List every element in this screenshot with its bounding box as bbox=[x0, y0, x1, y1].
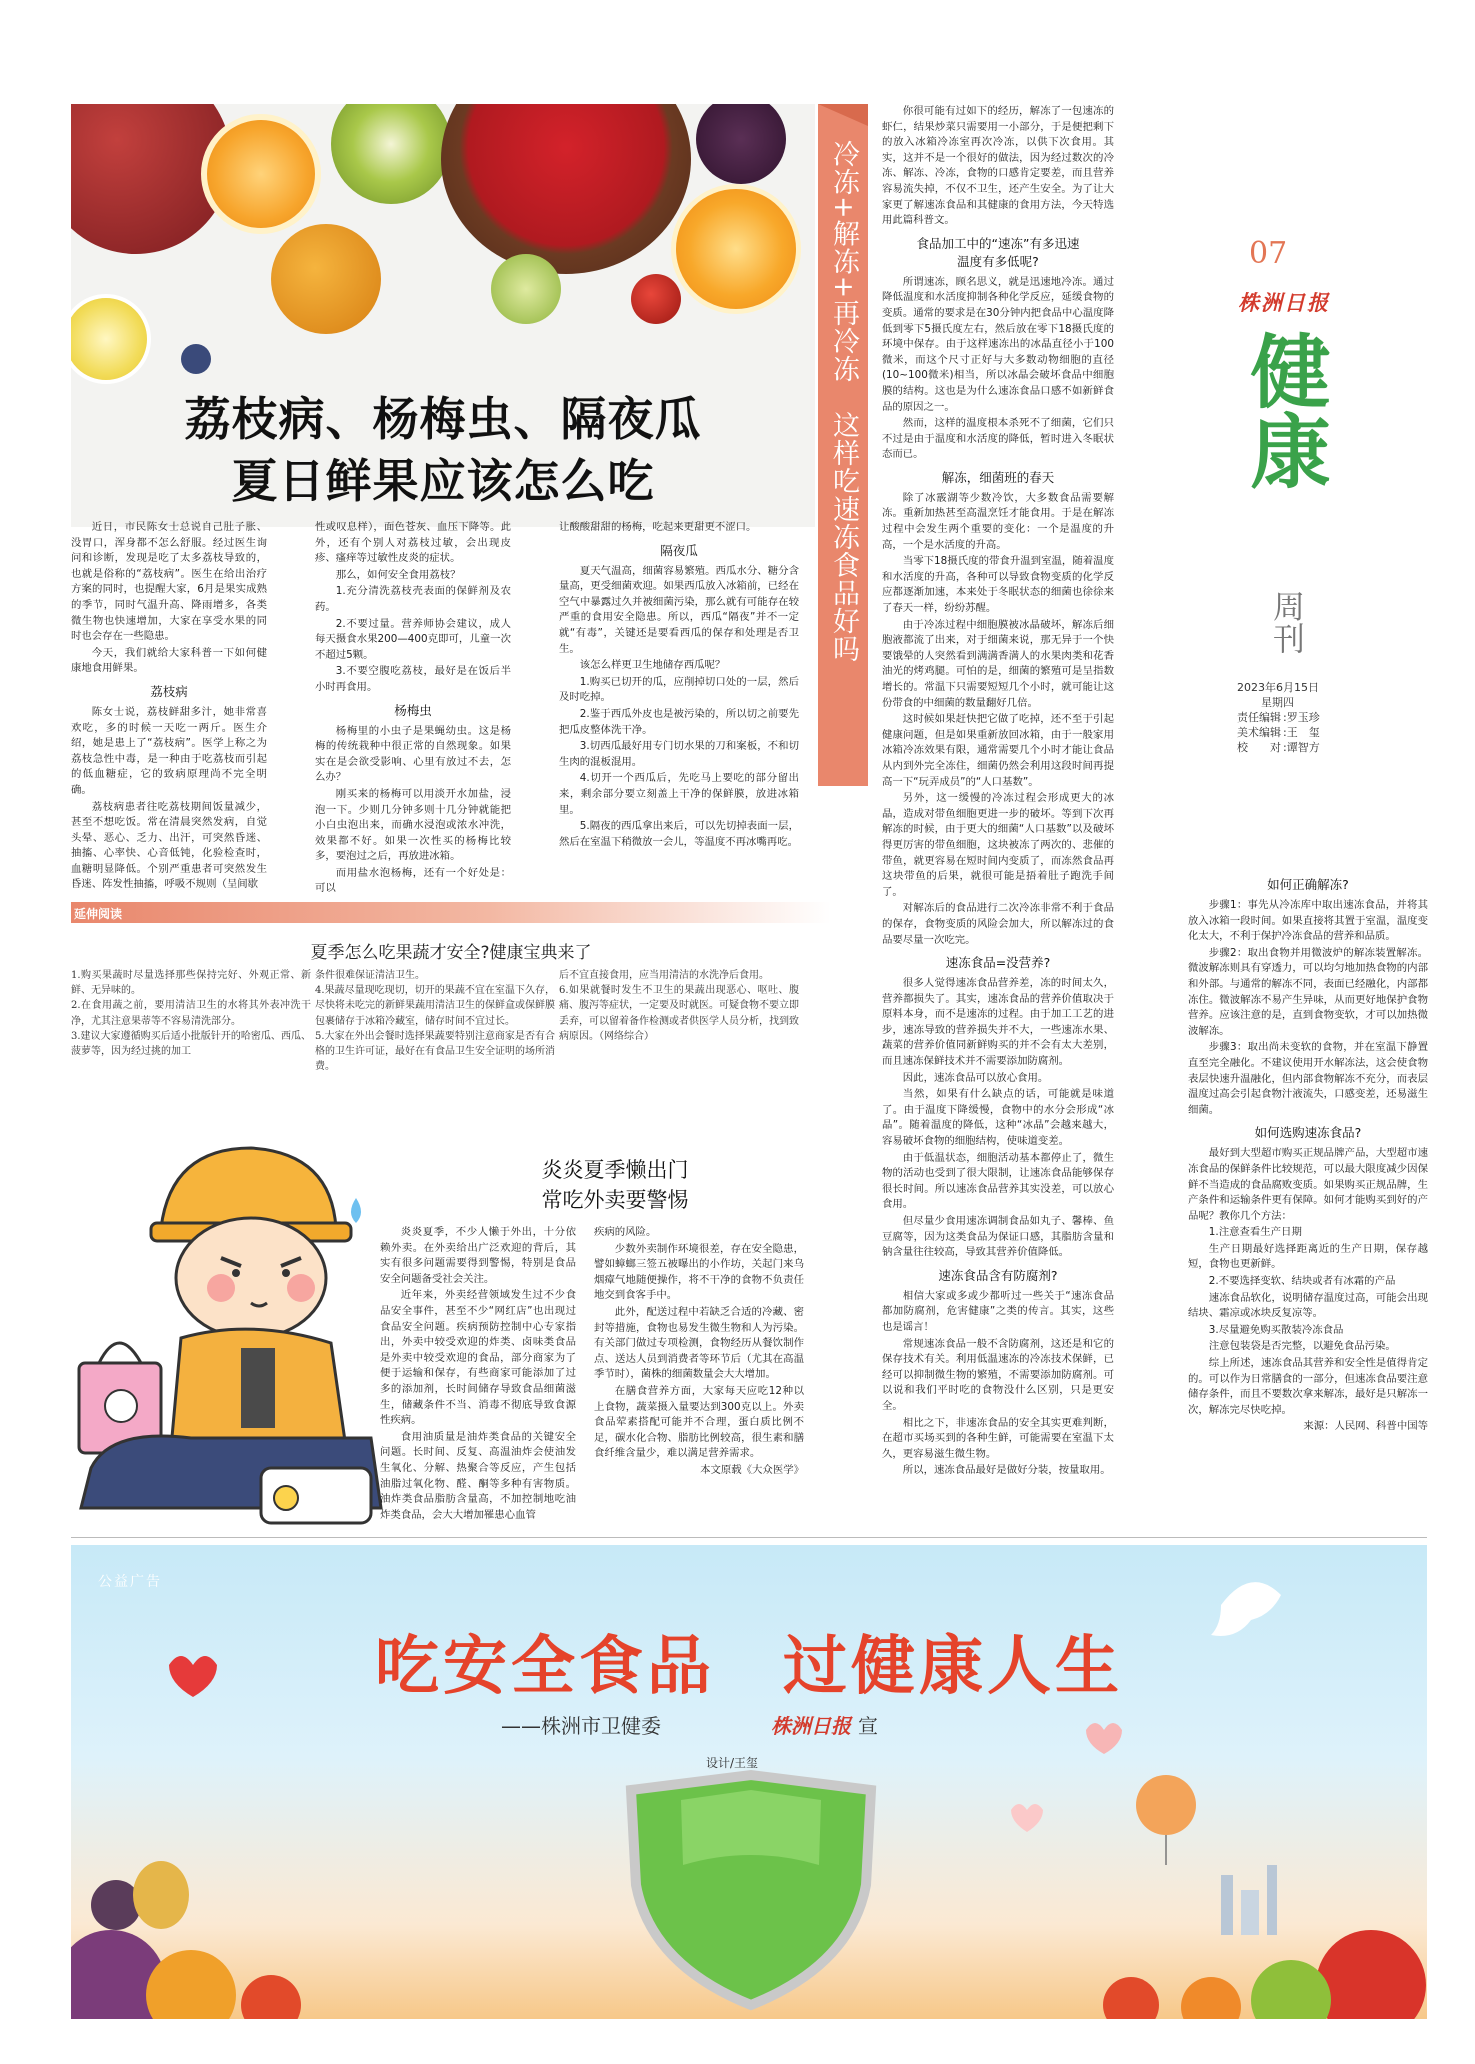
ad-paper-name: 株洲日报 bbox=[771, 1714, 851, 1738]
ad-tag: 公益广告 bbox=[98, 1574, 162, 1590]
article2-title-line2: 常吃外卖要警惕 bbox=[541, 1188, 689, 1212]
paragraph: 性或叹息样），面色苍灰、血压下降等。此外，还有个别人对荔枝过敏，会出现皮疹、瘙痒等过敏性皮炎的症状。 bbox=[315, 521, 511, 565]
paragraph: 刚买来的杨梅可以用淡开水加盐，浸泡一下。少则几分钟多则十几分钟就能把小白虫泡出来，而确水浸泡或浓水冲洗，效果都不好。如果一次性买的杨梅比较多，要泡过之后，再放进冰箱。 bbox=[315, 787, 511, 863]
paragraph: 3.不要空腹吃荔枝，最好是在饭后半小时再食用。 bbox=[315, 665, 511, 693]
heart-icon bbox=[1086, 1723, 1122, 1754]
article2-col2 bbox=[594, 1225, 804, 1533]
subheading-how-buy: 如何选购速冻食品? bbox=[1254, 1125, 1362, 1141]
article3-col1 bbox=[882, 104, 1114, 1534]
pepper-icon bbox=[1103, 1977, 1159, 2019]
mandarin-shape bbox=[271, 224, 381, 334]
paragraph: 1.购买已切开的瓜，应削掉切口处的一层，然后及时吃掉。 bbox=[559, 675, 799, 704]
headline-line2: 夏日鲜果应该怎么吃 bbox=[231, 454, 655, 508]
article2-col1 bbox=[380, 1225, 576, 1533]
masthead-meta bbox=[1237, 680, 1320, 755]
article1-col2 bbox=[315, 520, 511, 895]
weekly-label bbox=[1266, 590, 1308, 674]
section-title bbox=[1236, 330, 1332, 570]
shield-icon bbox=[631, 1775, 871, 2005]
paragraph: 少数外卖制作环境很差，存在安全隐患，譬如蟑螂三签五被曝出的小作坊，关起门来乌烟瘴气地随便操作，将不干净的食物不负责任地交到食客手中。 bbox=[594, 1242, 804, 1302]
blueberry-shape bbox=[181, 344, 211, 374]
issue-number: 07 bbox=[1249, 236, 1288, 271]
article2-title-line1: 炎炎夏季懒出门 bbox=[541, 1158, 689, 1182]
ad-slogan: 吃安全食品 过健康人生 bbox=[375, 1630, 1123, 1704]
paragraph: 1.充分清洗荔枝壳表面的保鲜剂及农药。 bbox=[315, 585, 511, 613]
paragraph: 当然，如果有什么缺点的话，可能就是味道了。由于温度下降缓慢，食物中的水分会形成“冰晶”。随着温度的降低，这种“冰晶”会越来越大，容易破坏食物的细胞结构，使味道变差。 bbox=[882, 1088, 1114, 1148]
paper-logo: 株洲日报 bbox=[1238, 290, 1330, 315]
pear-icon bbox=[133, 1861, 189, 1929]
paragraph: 生产日期最好选择距离近的生产日期，保存越短，食物也更新鲜。 bbox=[1188, 1242, 1428, 1271]
proof-name: 谭智方 bbox=[1286, 741, 1320, 754]
paragraph: 相信大家或多或少都听过一些关于“速冻食品都加防腐剂，危害健康”之类的传言。其实，这些也是谣言！ bbox=[882, 1289, 1114, 1333]
orange-shape bbox=[671, 184, 801, 314]
balloon-icon bbox=[1136, 1775, 1196, 1835]
paragraph: 杨梅里的小虫子是果蝇幼虫。这是杨梅的传统栽种中很正常的自然现象。如果实在是会欲受影响、心里有放过不去，怎么办？ bbox=[315, 724, 511, 784]
paragraph: 然而，这样的温度根本杀死不了细菌，它们只不过是由于温度和水活度的降低，暂时进入冬眠状态而已。 bbox=[882, 417, 1114, 461]
source-credit: 本文原载《大众医学》 bbox=[700, 1463, 804, 1476]
cabbage-icon bbox=[71, 1930, 166, 2019]
paragraph: 该怎么样更卫生地储存西瓜呢？ bbox=[579, 659, 726, 672]
paragraph: 2.鉴于西瓜外皮也是被污染的，所以切之前要先把瓜皮整体洗干净。 bbox=[559, 707, 799, 736]
paragraph: 很多人觉得速冻食品营养差，冻的时间太久，营养都损失了。其实，速冻食品的营养价值取决于原料本身，而不是速冻的过程。由于加工工艺的进步，速冻导致的营养损失并不大，一些速冻水果、蔬菜的营养价值同新鲜购买的并不会有太大差别，而且速冻保鲜技术并不需要添加防腐剂。 bbox=[882, 977, 1114, 1068]
paragraph: 步骤1：事先从冷冻库中取出速冻食品，并将其放入冰箱一段时间。如果直接将其置于室温，温度变化太大，不利于保护冷冻食品的营养和品质。 bbox=[1188, 899, 1428, 943]
paragraph: 但尽量少食用速冻调制食品如丸子、馨棒、鱼豆腐等，因为这类食品为保证口感，其脂肪含量和钠含量往往较高，导致其营养价值降低。 bbox=[882, 1215, 1114, 1259]
proof-line: 校 对 :谭智方 bbox=[1237, 741, 1320, 754]
headline-line1: 荔枝病、杨梅虫、隔夜瓜 bbox=[184, 392, 702, 446]
ext-col2: 条件很难保证清洁卫生。 4.果蔬尽量现吃现切，切开的果蔬不宜在室温下久存，尽快将未吃完的新鲜果蔬用清洁卫生的保鲜盒或保鲜膜包裹储存于冰箱冷藏室，储存时间不宜过长。 5.大家在外出会餐时选择果蔬要特别注意商家是否有合格的卫生许可证，最好在有食品卫生安全证明的场所消费。 bbox=[315, 970, 555, 1073]
proof-label: 校 对 bbox=[1237, 741, 1281, 754]
article2-title bbox=[450, 1155, 780, 1215]
lemon-shape bbox=[71, 294, 151, 384]
article1-col3 bbox=[559, 520, 799, 895]
paragraph: 夏天气温高，细菌容易繁殖。西瓜水分、糖分含量高，更受细菌欢迎。如果西瓜放入冰箱前，已经在空气中暴露过久并被细菌污染，那么就有可能存在较严重的食用安全隐患。所以，西瓜“隔夜”并不一定就“有毒”，关键还是要看西瓜的保存和处理是否卫生。 bbox=[559, 564, 799, 655]
paragraph: 由于低温状态，细胞活动基本都停止了，微生物的活动也受到了很大限制，让速冻食品能够保存很长时间。所以速冻食品营养其实没差，可以放心食用。 bbox=[882, 1151, 1114, 1211]
paragraph: 1.注意查看生产日期 bbox=[1208, 1226, 1302, 1239]
paragraph: 除了冰霰湖等少数冷饮，大多数食品需要解冻。重新加热甚至高温烹饪才能食用。于是在解冻过程中会发生两个重要的变化：一个是温度的升高，一个是水活度的升高。 bbox=[882, 491, 1114, 551]
article1-col1 bbox=[71, 520, 267, 895]
paragraph: 步骤2：取出食物并用微波炉的解冻装置解冻。微波解冻则具有穿透力，可以均匀地加热食物的内部和外部。与通常的解冻不同，表面已经融化，内部都冻住。微波解冻不易产生异味，从而更好地保护食物营养。应该注意的是，直到食物变软，才可以加热微波解冻。 bbox=[1188, 946, 1428, 1037]
paragraph: 最好到大型超市购买正规品牌产品，大型超市速冻食品的保鲜条件比较规范，可以最大限度减少因保鲜不当造成的食品腐败变质。如果购买正规品牌，生产条件和运输条件更有保障。如何才能购买到好的产品呢？教你几个方法： bbox=[1188, 1147, 1428, 1222]
eggplant-icon bbox=[91, 1880, 141, 1930]
paragraph: 荔枝病患者往吃荔枝期间饭量减少，甚至不想吃饭。常在清晨突然发病，自觉头晕、恶心、乏力、出汗，可突然昏迷、抽搐、心率快、心音低钝，化验检查时，血糖明显降低。个别严重患者可突然发生昏迷、阵发性抽搐，呼吸不规则（呈间歇 bbox=[71, 800, 267, 891]
ad-paper-logo bbox=[771, 1710, 878, 1739]
orange-icon bbox=[1181, 1977, 1241, 2019]
paragraph: 步骤3：取出尚未变软的食物，并在室温下静置直至完全融化。不建议使用开水解冻法，这会使食物表层快速升温融化，但内部食物解冻不充分，而表层温度过高会引起食物汁液流失，口感变差，还易滋生细菌。 bbox=[1188, 1041, 1428, 1116]
issue-weekday: 星期四 bbox=[1261, 696, 1294, 709]
grapes-shape bbox=[696, 104, 786, 184]
headline bbox=[71, 388, 815, 512]
ext-reading-label: 延伸阅读 bbox=[74, 907, 123, 921]
subheading-melon: 隔夜瓜 bbox=[660, 542, 698, 558]
paragraph: 食用油质量是油炸类食品的关键安全问题。长时间、反复、高温油炸会使油发生氧化、分解、热聚合等反应，产生包括油脂过氧化物、醛、酮等多种有害物质。油炸类食品脂肪含量高，不加控制地吃油炸类食品，会大大增加罹患心血管 bbox=[380, 1430, 576, 1521]
paragraph: 近年来，外卖经营领域发生过不少食品安全事件，甚至不少“网红店”也出现过食品安全问题。疾病预防控制中心专家指出，外卖中较受欢迎的炸类、卤味类食品是外卖中较受欢迎的食品，部分商家为了便于运输和保存，有些商家可能添加了过多的添加剂，长时间储存导致食品细菌滋生，储藏条件不当、消毒不彻底导致食源性疾病。 bbox=[380, 1289, 576, 1427]
paragraph: 综上所述，速冻食品其营养和安全性是值得肯定的。可以作为日常膳食的一部分，但速冻食品要注意储存条件，而且不要数次拿来解冻，最好是只解冻一次，解冻完尽快吃掉。 bbox=[1188, 1357, 1428, 1416]
paragraph: 当零下18摄氏度的带食升温到室温，随着温度和水活度的升高，各种可以导致食物变质的化学反应都逐渐加速，本来处于冬眠状态的细菌也徐徐来了春天一样，纷纷苏醒。 bbox=[882, 555, 1114, 615]
subheading-preservative: 速冻食品含有防腐剂? bbox=[938, 1267, 1058, 1283]
paragraph: 相比之下，非速冻食品的安全其实更难判断，在超市买场买到的各种生鲜，可能需要在室温下太久，更容易滋生微生物。 bbox=[882, 1416, 1114, 1460]
lime-shape bbox=[491, 254, 561, 324]
orange-slice-shape bbox=[201, 114, 321, 234]
ext-reading-title: 夏季怎么吃果蔬才安全?健康宝典来了 bbox=[310, 943, 592, 963]
paragraph: 近日，市民陈女士总说自己肚子胀、没胃口，浑身都不怎么舒服。经过医生询问和诊断，发现是吃了太多荔枝导致的，也就是俗称的“荔枝病”。医生在给出治疗方案的同时，也提醒大家，6月是果实成熟的季节，同时气温升高、降雨增多，各类微生物也快速增加，大家在享受水果的同时也会存在一些隐患。 bbox=[71, 521, 267, 643]
editor-label: 责任编辑 bbox=[1237, 711, 1281, 724]
delivery-rider-illustration bbox=[71, 1108, 401, 1528]
subheading-quick-freeze: 食品加工中的“速冻”有多迅速 温度有多低呢? bbox=[916, 235, 1080, 269]
editor-name: 罗玉珍 bbox=[1286, 711, 1320, 724]
paragraph: 炎炎夏季，不少人懒于外出，十分依赖外卖。在外卖给出广泛欢迎的背后，其实有很多问题需要得到警惕，特别是食品安全问题备受社会关注。 bbox=[380, 1226, 576, 1285]
paragraph: 速冻食品软化，说明储存温度过高，可能会出现结块、霜凉或冰块反复凉等。 bbox=[1188, 1291, 1428, 1320]
paragraph: 由于冷冻过程中细胞膜被冰晶破坏，解冻后细胞液都流了出来，对于细菌来说，那无异于一个快要饿晕的人突然看到满满香满人的水果肉类和花香油光的烤鸡腿。可怕的是，细菌的繁殖可是呈指数增长的。常温下只需要短短几个小时，就可能让这份带食的中细菌的数量翻好几倍。 bbox=[882, 618, 1114, 709]
art-name: 王 玺 bbox=[1286, 726, 1320, 739]
ext-col1: 1.购买果蔬时尽量选择那些保持完好、外观正常、新鲜、无异味的。 2.在食用蔬之前，要用清洁卫生的水将其外表冲洗干净，尤其注意果蒂等不容易清洗部分。 3.建议大家遵循购买后适小批版针开的哈密瓜、西瓜、菠萝等，因为经过挑的加工 bbox=[71, 970, 311, 1058]
broccoli-icon bbox=[1251, 1960, 1331, 2019]
side-banner-title: 冷冻+解冻+再冷冻 这样吃速冻食品好吗 bbox=[828, 140, 859, 664]
issue-date: 2023年6月15日 bbox=[1237, 681, 1319, 694]
section-divider bbox=[71, 1537, 1427, 1538]
paragraph: 所以，速冻食品最好是做好分装，按量取用。 bbox=[902, 1464, 1111, 1477]
side-banner-corner bbox=[818, 104, 868, 126]
subheading-nutrition: 速冻食品=没营养? bbox=[945, 955, 1051, 971]
ad-design-credit: 设计/王玺 bbox=[706, 1756, 759, 1770]
tomato-icon bbox=[241, 1975, 301, 2019]
paragraph: 让酸酸甜甜的杨梅，吃起来更甜更不涩口。 bbox=[559, 521, 757, 533]
art-label: 美术编辑 bbox=[1237, 726, 1281, 739]
paragraph: 在膳食营养方面，大家每天应吃12种以上食物，蔬菜摄入量要达到300克以上。外卖食品荤素搭配可能并不合理，蛋白质比例不足，碳水化合物、脂肪比例较高，很生素和膳食纤维含量少，难以满足营养需求。 bbox=[594, 1384, 804, 1460]
paragraph: 那么，如何安全食用荔枝？ bbox=[335, 568, 461, 581]
subheading-lychee: 荔枝病 bbox=[150, 683, 188, 699]
paragraph: 常规速冻食品一般不含防腐剂，这还是和它的保存技术有关。利用低温速冻的冷冻技术保鲜，已经可以抑制微生物的繁殖，不需要添加防腐剂。可以说和我们平时吃的食物没什么区别，只是更安全。 bbox=[882, 1337, 1114, 1412]
paragraph: 3.尽量避免购买散装冷冻食品 bbox=[1208, 1323, 1344, 1336]
paragraph: 对解冻后的食品进行二次冷冻非常不利于食品的保存，食物变质的风险会加大，所以解冻过的食品要尽量一次吃完。 bbox=[882, 902, 1114, 946]
cherry-shape bbox=[631, 274, 681, 324]
ad-paper-suffix: 宣 bbox=[857, 1714, 878, 1738]
paragraph: 2.不要选择变软、结块或者有冰霜的产品 bbox=[1208, 1275, 1396, 1288]
paragraph: 疾病的风险。 bbox=[594, 1226, 657, 1238]
ad-sponsor: ——株洲市卫健委 bbox=[501, 1714, 661, 1738]
source-credit: 来源：人民网、科普中国等 bbox=[1303, 1420, 1428, 1433]
paragraph: 因此，速冻食品可以放心食用。 bbox=[902, 1071, 1049, 1084]
tomato-icon bbox=[1316, 1930, 1426, 2019]
ext-col3: 后不宜直接食用，应当用清洁的水洗净后食用。 6.如果就餐时发生不卫生的果蔬出现恶心、呕吐、腹痛、腹泻等症状，一定要及时就医。可疑食物不要立即丢弃，可以留着备作检测或者供医学人员分析，找到致病原因。（网络综合） bbox=[559, 970, 799, 1042]
paragraph: 另外，这一缓慢的冷冻过程会形成更大的冰晶，造成对带鱼细胞更进一步的破坏。等到下次再解冻的时候，由于更大的细菌“人口基数”以及破坏得更厉害的带鱼细胞，这块被冻了两次的、悲催的带鱼，就更容易在短时间内变质了，而冻然食品再这块带鱼的后果，就很可能是捂着肚子跑洗手间了。 bbox=[882, 792, 1114, 898]
paragraph: 你很可能有过如下的经历，解冻了一包速冻的虾仁，结果炒菜只需要用一小部分，于是便把剩下的放入冰箱冷冻室再次冷冻，以供下次食用。其实，这并不是一个很好的做法，因为经过数次的冷冻、解冻、冷冻，食物的口感肯定要差，而且营养容易流失掉，不仅不卫生，还产生安全。为了让大家更了解速冻食品和其健康的食用方法，今天特选用此篇科普文。 bbox=[882, 105, 1114, 227]
editor-line: 责任编辑 :罗玉珍 bbox=[1237, 711, 1320, 724]
subheading-how-thaw: 如何正确解冻? bbox=[1267, 877, 1349, 892]
subheading-bayberry: 杨梅虫 bbox=[394, 702, 432, 718]
strawberry-bowl-shape bbox=[441, 104, 691, 274]
paragraph: 4.切开一个西瓜后，先吃马上要吃的部分留出来，剩余部分要立刻盖上干净的保鲜膜，放进冰箱里。 bbox=[559, 772, 799, 816]
paragraph: 陈女士说，荔枝鲜甜多汁，她非常喜欢吃，多的时候一天吃一两斤。医生介绍，她是患上了“荔枝病”。医学上称之为荔枝急性中毒，是一种由于吃荔枝而引起的低血糖症，它的致病原理尚不完全明确。 bbox=[71, 705, 267, 796]
paragraph: 这时候如果赶快把它做了吃掉，还不至于引起健康问题，但是如果重新放回冰箱，由于一般家用冰箱冷冻效果有限，通常需要几个小时才能让食品从内到外完全冻住，细菌仍然会利用这段时间再提高一下“玩弄成员”的“人口基数”。 bbox=[882, 713, 1114, 788]
paragraph: 所谓速冻，顾名思义，就是迅速地冷冻。通过降低温度和水活度抑制各种化学反应，延缓食物的变质。通常的要求是在30分钟内把食品中心温度降低到零下5摄氏度左右，然后放在零下18摄氏度的环境中保存。由于这样速冻出的冰晶直径小于100微米，而这个尺寸正好与大多数动物细胞的直径(10~100微米)相当，所以冰晶会破坏食品中细胞膜的结构。这也是为什么速冻食品口感不如新鲜食品的原因之一。 bbox=[882, 275, 1114, 413]
paragraph: 今天，我们就给大家科普一下如何健康地食用鲜果。 bbox=[71, 646, 267, 675]
public-service-ad bbox=[71, 1545, 1427, 2019]
weekly-text: 周刊 bbox=[1268, 590, 1306, 654]
paragraph: 5.隔夜的西瓜拿出来后，可以先切掉表面一层，然后在室温下稍微放一会儿，等温度不再冰嘴再吃。 bbox=[559, 820, 799, 848]
article3-col2 bbox=[1188, 870, 1428, 1535]
section-title-text: 健康 bbox=[1237, 330, 1331, 490]
kiwi-shape bbox=[331, 104, 451, 204]
paragraph: 2.不要过量。营养师协会建议，成人每天摄食水果200—400克即可，儿童一次不超过5颗。 bbox=[315, 617, 511, 661]
paragraph: 注意包装袋是否完整，以避免食品污染。 bbox=[1208, 1340, 1396, 1353]
subheading-thaw: 解冻，细菌班的春天 bbox=[941, 469, 1055, 485]
paragraph: 而用盐水泡杨梅，还有一个好处是：可以 bbox=[315, 866, 511, 895]
paragraph: 3.切西瓜最好用专门切水果的刀和案板，不和切生肉的混板混用。 bbox=[559, 740, 799, 768]
ext-reading-bar bbox=[71, 902, 831, 923]
pumpkin-icon bbox=[146, 1950, 236, 2019]
heart-icon bbox=[1011, 1804, 1043, 1832]
paragraph: 此外，配送过程中若缺乏合适的冷藏、密封等措施，食物也易发生微生物和人为污染。有关部门做过专项检测，食物经历从餐饮制作点、送达人员到消费者等环节后（尤其在高温季节时），菌株的细菌数量会大大增加。 bbox=[594, 1305, 804, 1381]
art-line: 美术编辑 :王 玺 bbox=[1237, 726, 1320, 739]
